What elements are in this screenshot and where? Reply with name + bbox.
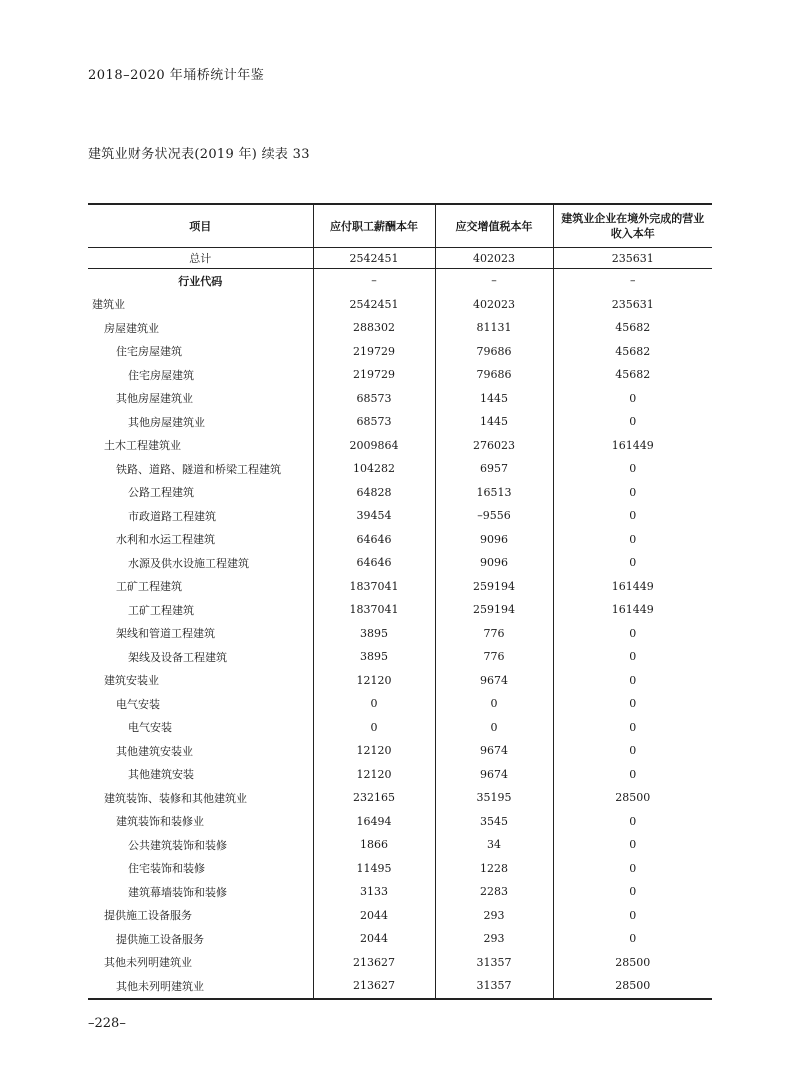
vat-value: 16513 [435,481,553,505]
overseas-revenue-value: 235631 [553,248,712,269]
payroll-value: 288302 [313,316,435,340]
running-header: 2018–2020 年埇桥统计年鉴 [88,68,265,83]
table-row [88,692,712,716]
table-row [88,857,712,881]
vat-value: 2283 [435,880,553,904]
table-row [88,598,712,622]
payroll-value: 0 [313,692,435,716]
table-row [88,810,712,834]
table-row [88,763,712,787]
table-row [88,622,712,646]
overseas-revenue-value: 0 [553,457,712,481]
overseas-revenue-value: 0 [553,528,712,552]
vat-value: 6957 [435,457,553,481]
overseas-revenue-value: 0 [553,669,712,693]
row-label: 工矿工程建筑 [128,603,194,617]
table-row [88,293,712,317]
vat-value: 9096 [435,551,553,575]
finance-table [88,203,712,1000]
table-row [88,481,712,505]
overseas-revenue-value: 0 [553,880,712,904]
payroll-value: 0 [313,716,435,740]
vat-value: 776 [435,622,553,646]
overseas-revenue-value: 0 [553,833,712,857]
overseas-revenue-value: 0 [553,739,712,763]
overseas-revenue-value: 0 [553,622,712,646]
overseas-revenue-value: 0 [553,763,712,787]
payroll-value: 3895 [313,622,435,646]
table-row [88,363,712,387]
row-label: 铁路、道路、隧道和桥梁工程建筑 [116,462,281,476]
table-row [88,880,712,904]
payroll-value: 1866 [313,833,435,857]
vat-value: 9674 [435,763,553,787]
row-label: 其他房屋建筑业 [116,392,193,406]
payroll-value: 2542451 [313,293,435,317]
row-label: 架线及设备工程建筑 [128,650,227,664]
row-label: 住宅房屋建筑 [128,368,194,382]
row-label: 房屋建筑业 [104,321,159,335]
finance-table-container [88,203,712,1000]
payroll-value: 219729 [313,340,435,364]
column-header-vat: 应交增值税本年 [435,204,553,248]
row-label: 其他未列明建筑业 [88,974,313,999]
payroll-value: 68573 [313,410,435,434]
vat-value: 776 [435,645,553,669]
payroll-value: 232165 [313,786,435,810]
overseas-revenue-value: 0 [553,504,712,528]
table-row [88,739,712,763]
table-row [88,248,712,269]
vat-value: 259194 [435,575,553,599]
table-row [88,669,712,693]
payroll-value: 2044 [313,904,435,928]
payroll-value: 213627 [313,974,435,999]
row-label: 住宅房屋建筑 [116,345,182,359]
overseas-revenue-value: 0 [553,692,712,716]
vat-value: 35195 [435,786,553,810]
row-label: 其他建筑安装 [128,768,194,782]
row-label: 水利和水运工程建筑 [116,533,215,547]
vat-value: 1445 [435,410,553,434]
row-label: 市政道路工程建筑 [128,509,216,523]
table-row [88,269,712,293]
payroll-value: 2542451 [313,248,435,269]
vat-value: 9674 [435,739,553,763]
payroll-value: 104282 [313,457,435,481]
row-label: 公共建筑装饰和装修 [128,838,227,852]
row-label: 其他建筑安装业 [116,744,193,758]
row-label: 建筑安装业 [104,674,159,688]
overseas-revenue-value: 161449 [553,434,712,458]
overseas-revenue-value: – [553,269,712,293]
row-label: 土木工程建筑业 [104,439,181,453]
row-label: 其他未列明建筑业 [104,956,192,970]
row-label: 提供施工设备服务 [104,909,192,923]
row-label: 提供施工设备服务 [116,932,204,946]
table-body [88,248,712,999]
overseas-revenue-value: 0 [553,387,712,411]
vat-value: 402023 [435,293,553,317]
payroll-value: – [313,269,435,293]
table-row [88,833,712,857]
table-row [88,927,712,951]
overseas-revenue-value: 235631 [553,293,712,317]
overseas-revenue-value: 0 [553,410,712,434]
vat-value: 1228 [435,857,553,881]
vat-value: 276023 [435,434,553,458]
vat-value: 402023 [435,248,553,269]
overseas-revenue-value: 45682 [553,340,712,364]
page-number: –228– [88,1016,126,1031]
row-label: 工矿工程建筑 [116,580,182,594]
table-title: 建筑业财务状况表(2019 年) 续表 33 [88,147,310,162]
overseas-revenue-value: 0 [553,857,712,881]
payroll-value: 64828 [313,481,435,505]
row-label: 电气安装 [128,721,172,735]
table-row [88,716,712,740]
vat-value: 0 [435,692,553,716]
overseas-revenue-value: 0 [553,927,712,951]
row-label: 住宅装饰和装修 [128,862,205,876]
table-row [88,974,712,999]
vat-value: 81131 [435,316,553,340]
table-header-row [88,204,712,248]
row-label: 建筑装饰和装修业 [116,815,204,829]
table-row [88,951,712,975]
overseas-revenue-value: 45682 [553,316,712,340]
vat-value: –9556 [435,504,553,528]
vat-value: 0 [435,716,553,740]
vat-value: 31357 [435,951,553,975]
table-row [88,575,712,599]
vat-value: 9674 [435,669,553,693]
overseas-revenue-value: 0 [553,904,712,928]
overseas-revenue-value: 0 [553,645,712,669]
overseas-revenue-value: 161449 [553,598,712,622]
vat-value: 79686 [435,340,553,364]
row-label: 建筑幕墙装饰和装修 [128,885,227,899]
row-label: 建筑业 [92,298,125,312]
row-label: 建筑装饰、装修和其他建筑业 [104,791,247,805]
payroll-value: 3895 [313,645,435,669]
vat-value: 79686 [435,363,553,387]
overseas-revenue-value: 0 [553,810,712,834]
payroll-value: 68573 [313,387,435,411]
table-row [88,551,712,575]
table-row [88,904,712,928]
column-header-item: 项目 [189,219,212,233]
vat-value: 3545 [435,810,553,834]
payroll-value: 1837041 [313,598,435,622]
table-row [88,387,712,411]
vat-value: 1445 [435,387,553,411]
table-row [88,316,712,340]
vat-value: 259194 [435,598,553,622]
payroll-value: 12120 [313,739,435,763]
vat-value: – [435,269,553,293]
payroll-value: 64646 [313,551,435,575]
overseas-revenue-value: 0 [553,481,712,505]
row-label: 公路工程建筑 [128,486,194,500]
payroll-value: 2009864 [313,434,435,458]
table-row [88,340,712,364]
column-header-payroll: 应付职工薪酬本年 [313,204,435,248]
payroll-value: 64646 [313,528,435,552]
table-row [88,410,712,434]
overseas-revenue-value: 45682 [553,363,712,387]
payroll-value: 2044 [313,927,435,951]
overseas-revenue-value: 0 [553,716,712,740]
table-row [88,645,712,669]
overseas-revenue-value: 28500 [553,951,712,975]
vat-value: 293 [435,904,553,928]
payroll-value: 12120 [313,763,435,787]
overseas-revenue-value: 28500 [553,974,712,999]
payroll-value: 213627 [313,951,435,975]
payroll-value: 12120 [313,669,435,693]
vat-value: 293 [435,927,553,951]
payroll-value: 11495 [313,857,435,881]
overseas-revenue-value: 28500 [553,786,712,810]
payroll-value: 219729 [313,363,435,387]
overseas-revenue-value: 161449 [553,575,712,599]
payroll-value: 1837041 [313,575,435,599]
vat-value: 9096 [435,528,553,552]
row-label: 总计 [88,248,313,269]
column-header-overseas-revenue: 建筑业企业在境外完成的营业收入本年 [553,204,712,248]
table-row [88,786,712,810]
row-label: 行业代码 [178,274,223,288]
row-label: 架线和管道工程建筑 [116,627,215,641]
row-label: 水源及供水设施工程建筑 [128,556,249,570]
vat-value: 34 [435,833,553,857]
row-label: 电气安装 [116,697,160,711]
row-label: 其他房屋建筑业 [128,415,205,429]
table-row [88,528,712,552]
table-row [88,504,712,528]
payroll-value: 16494 [313,810,435,834]
vat-value: 31357 [435,974,553,999]
payroll-value: 3133 [313,880,435,904]
table-row [88,434,712,458]
overseas-revenue-value: 0 [553,551,712,575]
table-row [88,457,712,481]
payroll-value: 39454 [313,504,435,528]
